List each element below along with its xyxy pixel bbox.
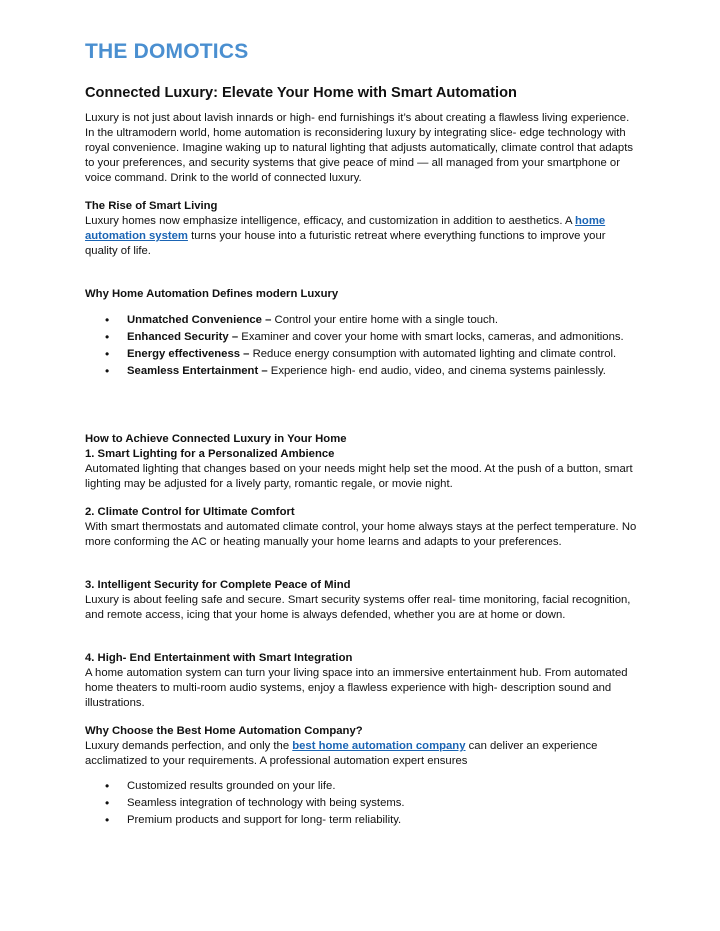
benefit-title: Enhanced Security – [127, 331, 239, 343]
article-headline: Connected Luxury: Elevate Your Home with Smart Automation [85, 85, 517, 101]
rise-text-after: turns your house into a futuristic retreat where everything functions to improve your quality of life. [85, 230, 606, 257]
rise-text-before: Luxury homes now emphasize intelligence, efficacy, and customization in addition to aesthetics. A [85, 215, 576, 227]
section-title: 1. Smart Lighting for a Personalized Ambience [85, 448, 335, 460]
expert-ensures-list [85, 779, 640, 830]
brand-title: THE DOMOTICS [85, 40, 249, 63]
rise-heading: The Rise of Smart Living [85, 200, 218, 212]
benefit-title: Unmatched Convenience – [127, 314, 272, 326]
home-automation-system-link[interactable]: home automation system [85, 215, 606, 242]
climate-section [85, 505, 640, 550]
how-section [85, 432, 640, 492]
list-item [85, 347, 640, 362]
security-section [85, 578, 640, 623]
section-text: A home automation system can turn your living space into an immersive entertainment hub. From automated home theaters to multi-room audio systems, enjoy a flawless experience with high- description sound and illustrations. [85, 667, 628, 709]
rise-paragraph [85, 214, 640, 259]
choose-paragraph [85, 739, 640, 769]
intro-paragraph: Luxury is not just about lavish innards or high- end furnishings it’s about creating a flawless living experience. In the ultramodern world, home automation is reconsidering luxury by integrating slice- edge technology with royal convenience. Imagine waking up to natural lighting that adjusts automatically, climate control that adapts to your preferences, and security systems that give peace of mind — all managed from your smartphone or voice command. Drink to the world of connected luxury. [85, 112, 633, 184]
choose-text-after: can deliver an experience acclimatized to your requirements. A professional automation expert ensures [85, 740, 598, 767]
benefit-text: Control your entire home with a single touch. [271, 314, 499, 326]
best-home-automation-company-link[interactable]: best home automation company [292, 740, 466, 752]
benefit-title: Seamless Entertainment – [127, 365, 268, 377]
section-title: 3. Intelligent Security for Complete Peace of Mind [85, 579, 351, 591]
entertainment-section [85, 651, 640, 711]
choose-heading: Why Choose the Best Home Automation Company? [85, 725, 363, 737]
section-text: Automated lighting that changes based on your needs might help set the mood. At the push of a button, smart lighting may be adjusted for a lively party, romantic regale, or movie night. [85, 463, 633, 490]
benefit-text: Experience high- end audio, video, and cinema systems painlessly. [267, 365, 606, 377]
list-item: • Seamless integration of technology with being systems. [85, 796, 640, 811]
how-heading: How to Achieve Connected Luxury in Your Home [85, 433, 347, 445]
benefit-text: Examiner and cover your home with smart locks, cameras, and admonitions. [238, 331, 624, 343]
section-text: With smart thermostats and automated climate control, your home always stays at the perfect temperature. No more conforming the AC or heating manually your home learns and adapts to your preferences. [85, 521, 637, 548]
list-item [85, 364, 640, 379]
section-title: 2. Climate Control for Ultimate Comfort [85, 506, 295, 518]
list-item [85, 330, 640, 345]
list-item: • Premium products and support for long- term reliability. [85, 813, 640, 828]
section-title: 4. High- End Entertainment with Smart Integration [85, 652, 353, 664]
list-item: • Customized results grounded on your life. [85, 779, 640, 794]
why-heading: Why Home Automation Defines modern Luxury [85, 288, 339, 300]
benefit-text: Reduce energy consumption with automated lighting and climate control. [249, 348, 617, 360]
choose-section [85, 724, 640, 769]
list-item [85, 313, 640, 328]
choose-text-before: Luxury demands perfection, and only the [85, 740, 293, 752]
benefit-title: Energy effectiveness – [127, 348, 250, 360]
rise-section [85, 199, 640, 259]
section-text: Luxury is about feeling safe and secure. Smart security systems offer real- time monitoring, facial recognition, and remote access, icing that your home is always defended, whether you are at home or down. [85, 594, 631, 621]
why-benefits-list [85, 313, 640, 381]
